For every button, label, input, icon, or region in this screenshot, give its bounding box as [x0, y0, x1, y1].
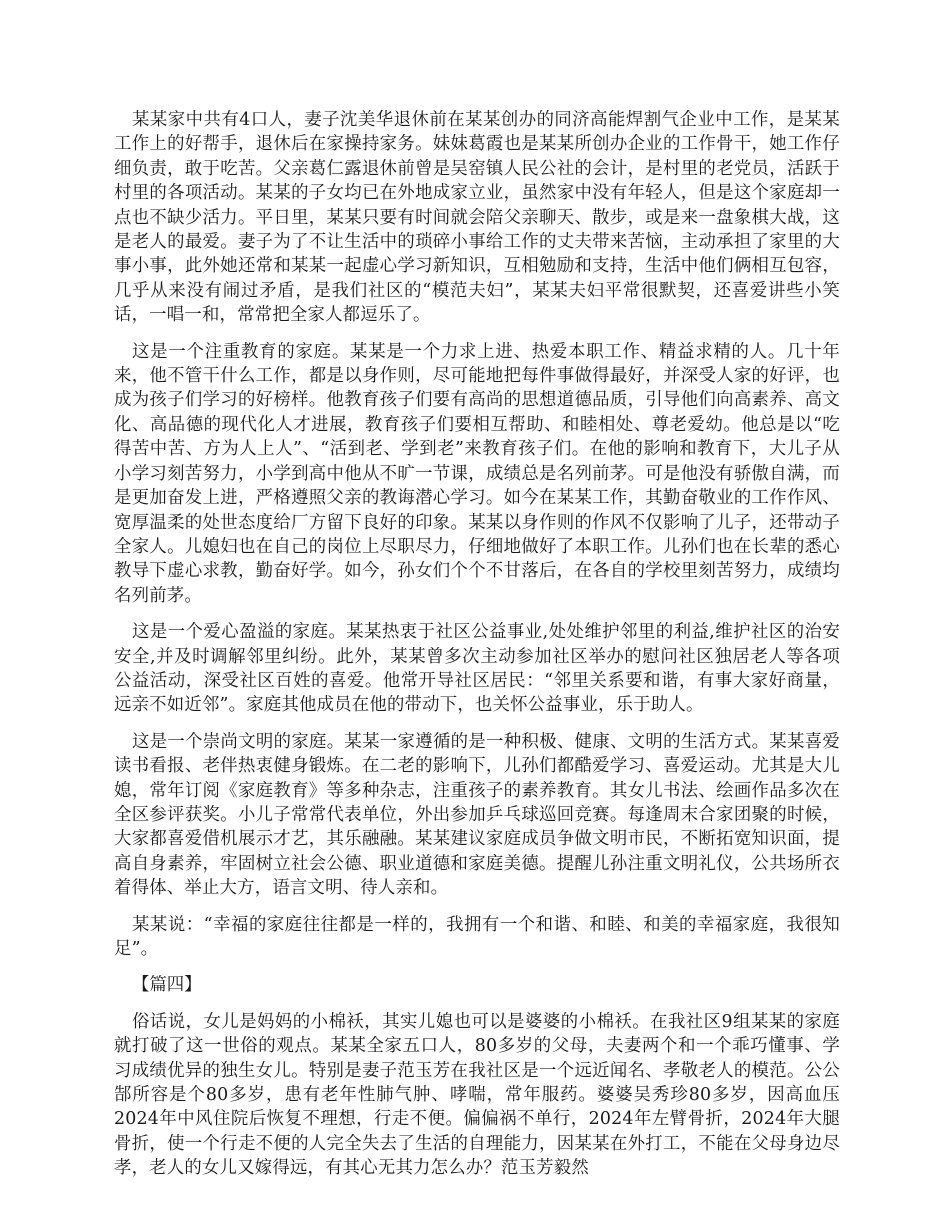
paragraph-family-members: 某某家中共有4口人，妻子沈美华退休前在某某创办的同济高能焊割气企业中工作，是某某工作上的好帮手，退休后在家操持家务。妹妹葛霞也是某某所创办企业的工作骨干，她工作仔细负责，敢于吃苦。父亲葛仁露退休前曾是吴窑镇人民公社的会计，是村里的老党员，活跃于村里的各项活动。某某的子女均已在外地成家立业，虽然家中没有年轻人，但是这个家庭却一点也不缺少活力。平日里，某某只要有时间就会陪父亲聊天、散步，或是来一盘象棋大战，这是老人的最爱。妻子为了不让生活中的琐碎小事给工作的丈夫带来苦恼，主动承担了家里的大事小事，此外她还常和某某一起虚心学习新知识，互相勉励和支持，生活中他们俩相互包容，几乎从来没有闹过矛盾，是我们社区的“模范夫妇”，某某夫妇平常很默契，还喜爱讲些小笑话，一唱一和，常常把全家人都逗乐了。 [114, 110, 840, 326]
paragraph-daughter-in-law: 俗话说，女儿是妈妈的小棉袄，其实儿媳也可以是婆婆的小棉袄。在我社区9组某某的家庭就打破了这一世俗的观点。某某全家五口人，80多岁的父母，夫妻两个和一个乖巧懂事、学习成绩优异的独生女儿。特别是妻子范玉芳在我社区是一个远近闻名、孝敬老人的模范。公公郜所容是个80多岁，患有老年性肺气肿、哮喘，常年服药。婆婆吴秀珍80多岁，因高血压2024年中风住院后恢复不理想，行走不便。偏偏祸不单行，2024年左臂骨折，2024年大腿骨折，使一个行走不便的人完全失去了生活的自理能力，因某某在外打工，不能在父母身边尽孝，老人的女儿又嫁得远，有其心无其力怎么办？范玉芳毅然 [114, 1011, 840, 1179]
document-page [114, 108, 840, 1193]
paragraph-quote: 某某说：“幸福的家庭往往都是一样的，我拥有一个和谐、和睦、和美的幸福家庭，我很知足”。 [114, 914, 840, 959]
section-heading: 【篇四】 [132, 975, 202, 996]
paragraph-charity: 这是一个爱心盈溢的家庭。某某热衷于社区公益事业,处处维护邻里的利益,维护社区的治安安全,并及时调解邻里纠纷。此外，某某曾多次主动参加社区举办的慰问社区独居老人等各项公益活动，深受社区百姓的喜爱。他常开导社区居民：“邻里关系要和谐，有事大家好商量，远亲不如近邻”。家庭其他成员在他的带动下，也关怀公益事业，乐于助人。 [114, 622, 840, 716]
paragraph-civilization: 这是一个崇尚文明的家庭。某某一家遵循的是一种积极、健康、文明的生活方式。某某喜爱读书看报、老伴热衷健身锻炼。在二老的影响下，儿孙们都酷爱学习、喜爱运动。尤其是大儿媳，常年订阅《家庭教育》等多种杂志，注重孩子的素养教育。其女儿书法、绘画作品多次在全区参评获奖。小儿子常常代表单位，外出参加乒乓球巡回竞赛。每逢周末合家团聚的时候，大家都喜爱借机展示才艺，其乐融融。某某建议家庭成员争做文明市民，不断拓宽知识面，提高自身素养，牢固树立社会公德、职业道德和家庭美德。提醒儿孙注重文明礼仪，公共场所衣着得体、举止大方，语言文明、待人亲和。 [114, 731, 840, 899]
paragraph-education: 这是一个注重教育的家庭。某某是一个力求上进、热爱本职工作、精益求精的人。几十年来，他不管干什么工作，都是以身作则，尽可能地把每件事做得最好，并深受人家的好评，也成为孩子们学习的好榜样。他教育孩子们要有高尚的思想道德品质，引导他们向高素养、高文化、高品德的现代化人才进展，教育孩子们要相互帮助、和睦相处、尊老爱幼。他总是以“吃得苦中苦、方为人上人”、“活到老、学到老”来教育孩子们。在他的影响和教育下，大儿子从小学习刻苦努力，小学到高中他从不旷一节课，成绩总是名列前茅。可是他没有骄傲自满，而是更加奋发上进，严格遵照父亲的教诲潜心学习。如今在某某工作，其勤奋敬业的工作作风、宽厚温柔的处世态度给厂方留下良好的印象。某某以身作则的作风不仅影响了儿子，还带动子全家人。儿媳妇也在自己的岗位上尽职尽力，仔细地做好了本职工作。儿孙们也在长辈的悉心教导下虚心求教，勤奋好学。如今，孙女们个个不甘落后，在各自的学校里刻苦努力，成绩均名列前茅。 [114, 341, 840, 606]
